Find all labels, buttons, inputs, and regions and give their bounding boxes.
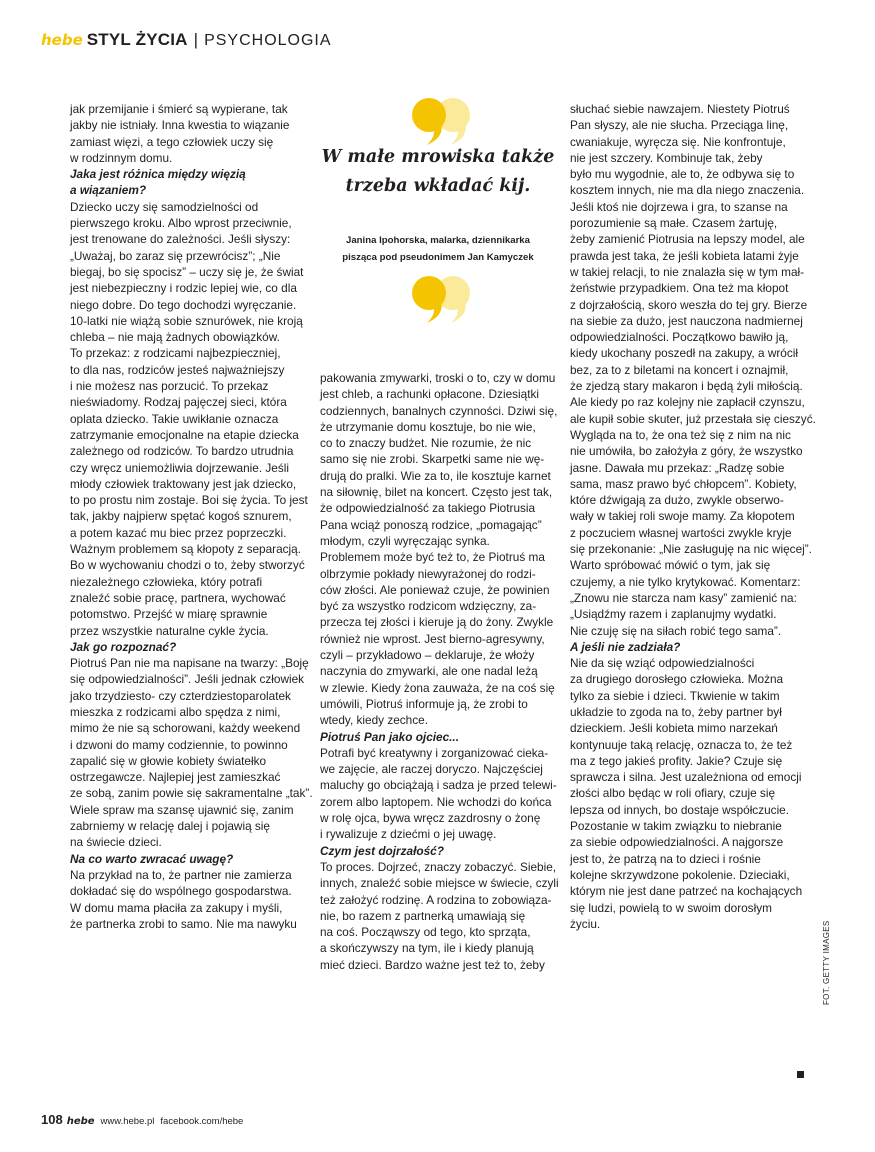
text-line: Jak go rozpoznać?	[70, 639, 177, 654]
text-line: Potrafi być kreatywny i zorganizować cieka-	[320, 745, 549, 760]
text-line: zorem albo laptopem. Nie wchodzi do końca	[320, 794, 552, 809]
text-line: prawda jest taka, że jeśli kobieta latami żyje	[570, 248, 799, 263]
text-line: że utrzymanie domu kosztuje, bo nie wie,	[320, 419, 536, 434]
text-line: dokładać się do wspólnego gospodarstwa.	[70, 884, 292, 899]
text-line: czyli – przykładowo – deklaruje, że włoży	[320, 648, 535, 663]
text-line: że odpowiedzialność za takiego Piotrusia	[320, 501, 536, 516]
pull-quote-line-1: W małe mrowiska także	[321, 147, 555, 167]
text-line: na coś. Począwszy od tego, kto sprząta,	[320, 925, 531, 940]
text-line: ale kupił sobie skuter, już przestała się cieszyć.	[570, 411, 816, 426]
text-line: nieświadomy. Rodzaj pajęczej sieci, która	[70, 395, 287, 410]
text-line: zapalić się w głowie kobiety światełko	[70, 753, 267, 768]
end-of-article-mark	[797, 1071, 804, 1078]
quote-marks-bottom-icon	[405, 275, 475, 325]
text-line: za drugiego dorosłego człowieka. Można	[570, 672, 784, 687]
text-line: jest to, że patrzą na to dzieci i rośnie	[570, 851, 761, 866]
body-paragraph	[570, 655, 815, 932]
text-line: Problemem może być też to, że Piotruś ma	[320, 550, 545, 565]
text-line: jako trzydziesto- czy czterdziestoparolatek	[70, 688, 291, 703]
text-line: „Znowu nie starcza nam kasy” zamienić na:	[570, 590, 797, 605]
text-line: się odpowiedzialności”. Jeśli jednak człowiek	[70, 672, 305, 687]
text-line: którym nie jest dane patrzeć na kochających	[570, 884, 803, 899]
text-line: bez, za to z biletami na koncert i oznajmił,	[570, 362, 789, 377]
text-line: niego dobre. Do tego dochodzi wyręczanie.	[70, 297, 297, 312]
text-line: Pozostanie w takim związku to niebranie	[570, 819, 782, 834]
body-paragraph	[320, 370, 565, 729]
text-line: jakby nie istniały. Inna kwestia to wiązanie	[70, 118, 290, 133]
text-line: złości albo będąc w roli ofiary, czuje się	[570, 786, 776, 801]
text-line: Nie czuję się na siłach robić tego sama”.	[570, 623, 782, 638]
text-line: tak, jakby najpierw spętać kogoś sznurem,	[70, 509, 292, 524]
pull-quote	[318, 143, 558, 201]
text-line: chleba – nie mają żadnych obowiązków.	[70, 330, 280, 345]
text-line: biegaj, bo się spocisz” – uczy się je, że świat	[70, 264, 304, 279]
text-line: w rodzinnym domu.	[70, 150, 173, 165]
text-line: ców złości. Ale ponieważ czuje, że powinien	[320, 582, 550, 597]
body-paragraph	[70, 199, 315, 639]
text-line: sama, masz prawo być chłopcem”. Kobiety,	[570, 476, 797, 491]
text-line: jest niebezpieczny i rodzic lepiej wie, co dla	[70, 281, 297, 296]
text-line: Bo w wychowaniu chodzi o to, żeby stworzyć	[70, 558, 305, 573]
text-line: mimo że nie są schorowani, każdy weekend	[70, 721, 301, 736]
facebook-link[interactable]: facebook.com/hebe	[160, 1116, 244, 1127]
interview-question	[570, 639, 815, 655]
text-line: W domu mama płaciła za zakupy i myśli,	[70, 900, 283, 915]
text-line: też założyć rodzinę. A rodzina to zobowiąza-	[320, 892, 552, 907]
text-line: znaleźć sobie pracę, partnera, wychować	[70, 590, 286, 605]
text-line: naczynia do zmywarki, ale one nadal leżą	[320, 664, 538, 679]
text-line: „Usiądźmy razem i zaplanujmy wydatki.	[570, 607, 777, 622]
text-line: kosztem innych, nie ma dla niego znaczenia.	[570, 183, 805, 198]
text-line: dzieckiem. Jeśli kobieta mimo narzekań	[570, 721, 778, 736]
text-line: Nie da się wziąć odpowiedzialności	[570, 656, 755, 671]
text-line: kolejne skrzywdzone pokolenie. Dzieciaki,	[570, 867, 790, 882]
text-line: się przekonanie: „Nie zasługuję na nic więcej”.	[570, 542, 812, 557]
text-line: w zlewie. Kiedy żona zauważa, że na coś się	[320, 680, 555, 695]
text-line: kiedy ukochany poszedł na zakupy, a wrócił	[570, 346, 798, 361]
text-line: że zjedzą stary makaron i będą żyli miłością.	[570, 379, 803, 394]
text-line: samo się nie zrobi. Skarpetki same nie wę-	[320, 452, 545, 467]
text-line: ze sobą, zanim powie się sakramentalne „tak”.	[70, 786, 313, 801]
text-line: i nie możesz nas porzucić. To przekaz	[70, 379, 269, 394]
text-line: się ludzi, powielą to w swoim dorosłym	[570, 900, 772, 915]
text-line: i rywalizuje z dziećmi o jej uwagę.	[320, 827, 497, 842]
text-line: zatrzymanie emocjonalne na etapie dziecka	[70, 427, 299, 442]
text-line: To proces. Dojrzeć, znaczy zobaczyć. Siebie,	[320, 859, 557, 874]
text-line: wały w takiej roli swoje mamy. Za kłopotem	[570, 509, 795, 524]
text-line: jasne. Dawała mu przekaz: „Radzę sobie	[570, 460, 785, 475]
text-line: że partnerka zrobi to samo. Nie ma nawyku	[70, 916, 297, 931]
text-line: sprawcza i silna. Jest uzależniona od emocji	[570, 770, 802, 785]
text-line: zamiast więzi, a tego człowiek uczy się	[70, 134, 274, 149]
text-line: lepsza od innych, bo dostaje współczucie.	[570, 802, 790, 817]
interview-question	[320, 729, 565, 745]
text-line: Dziecko uczy się samodzielności od	[70, 199, 259, 214]
body-paragraph	[70, 101, 315, 166]
interview-question	[70, 166, 315, 199]
quote-author-line-1: Janina Ipohorska, malarka, dziennikarka	[346, 235, 530, 246]
interview-question	[320, 843, 565, 859]
text-line: maluchy go obciążają i sadza je przed telewi-	[320, 778, 557, 793]
brand-logo: hebe	[41, 31, 83, 49]
text-line: A jeśli nie zadziała?	[570, 639, 681, 654]
text-line: jak przemijanie i śmierć są wypierane, tak	[70, 102, 288, 116]
text-line: układzie to zgoda na to, żeby partner był	[570, 704, 782, 719]
article-column-1	[70, 101, 315, 932]
yellow-quote-mark	[412, 276, 446, 323]
text-line: ma z tego jakieś profity. Jakie? Czuje się	[570, 753, 783, 768]
quote-author	[318, 232, 558, 266]
text-line: żeby zamienić Piotrusia na lepszy model, ale	[570, 232, 805, 247]
body-paragraph	[570, 101, 815, 639]
text-line: mieszka z rodzicami albo spędza z nimi,	[70, 704, 281, 719]
text-line: które dźwigają za dużo, zwykle obserwo-	[570, 493, 784, 508]
text-line: również nie wprost. Jest bierno-agresywny,	[320, 631, 545, 646]
text-line: innych, znaleźć sobie miejsce w świecie, czyli	[320, 876, 559, 891]
body-paragraph	[320, 745, 565, 843]
text-line: kontynuuje taką relację, oznacza to, że też	[570, 737, 793, 752]
text-line: porozumienie są małe. Czasem żartuję,	[570, 216, 778, 231]
text-line: jest chleb, a rachunki opłacone. Dziesiątki	[320, 387, 540, 402]
text-line: z poczuciem własnej wartości zwykle kryje	[570, 525, 792, 540]
text-line: Pan słyszy, ale nie słucha. Przeciąga linę,	[570, 118, 789, 133]
text-line: zależnego od rodziców. To bardzo utrudnia	[70, 444, 294, 459]
quote-author-line-2: pisząca pod pseudonimem Jan Kamyczek	[342, 252, 534, 263]
text-line: wtedy, kiedy zechce.	[320, 713, 428, 728]
text-line: co to znaczy budżet. Nie rozumie, że nic	[320, 436, 532, 451]
page-footer	[41, 1112, 249, 1127]
text-line: drują do pralki. Wie za to, ile kosztuje karnet	[320, 468, 551, 483]
text-line: Pana wciąż ponoszą rodzice, „pomagając”	[320, 517, 542, 532]
text-line: Na co warto zwracać uwagę?	[70, 851, 234, 866]
subsection-title: PSYCHOLOGIA	[204, 32, 332, 49]
text-line: odpowiedzialności. Początkowo bawiło ją,	[570, 330, 789, 345]
text-line: być za wszystko rodzicom wdzięczny, za-	[320, 599, 537, 614]
text-line: młodym, czyli wyręczając synka.	[320, 533, 490, 548]
photo-credit: FOT. GETTY IMAGES	[822, 920, 831, 1005]
body-paragraph	[320, 859, 565, 973]
text-line: było mu wygodnie, ale to, że odbywa się to	[570, 167, 795, 182]
text-line: Warto spróbować mówić o tym, jak się	[570, 558, 771, 573]
text-line: pakowania zmywarki, troski o to, czy w domu	[320, 371, 556, 385]
text-line: pierwszego kroku. Albo wprost przeciwnie,	[70, 216, 292, 231]
page-number: 108	[41, 1112, 63, 1127]
text-line: ostrzegawcze. Najlepiej jest zamieszkać	[70, 770, 281, 785]
text-line: we zajęcie, ale raczej doryczo. Najczęściej	[320, 762, 543, 777]
text-line: Piotruś Pan jako ojciec...	[320, 729, 459, 744]
text-line: Ważnym problemem są kłopoty z separacją.	[70, 542, 302, 557]
running-header	[41, 30, 332, 52]
text-line: Czym jest dojrzałość?	[320, 843, 444, 858]
footer-brand: hebe	[66, 1116, 95, 1127]
text-line: nie jest szczery. Kombinuje tak, żeby	[570, 150, 763, 165]
text-line: to po prostu nim zostaje. Boi się życia. To jest	[70, 493, 308, 508]
text-line: Wiele spraw ma szansę ujawnić się, zanim	[70, 802, 294, 817]
text-line: to dla nas, rodziców jesteś najważniejszy	[70, 362, 285, 377]
text-line: cwaniakuje, wyręcza się. Nie konfrontuje,	[570, 134, 786, 149]
section-title: STYL ŻYCIA	[86, 30, 188, 49]
text-line: nie, bo razem z partnerką umawiają się	[320, 908, 526, 923]
text-line: To przekaz: z rodzicami najbezpieczniej,	[70, 346, 281, 361]
text-line: na siebie za dużo, jest nauczona nadmiernej	[570, 313, 803, 328]
article-column-3	[570, 101, 815, 932]
text-line: 10-latki nie wiążą sobie sznurówek, nie kroją	[70, 313, 303, 328]
text-line: Piotruś Pan nie ma napisane na twarzy: „Boję	[70, 656, 309, 671]
text-line: w takiej relacji, to nie znalazła się w tym mał-	[570, 264, 805, 279]
text-line: życiu.	[570, 916, 601, 931]
text-line: codziennych, banalnych czynności. Dziwi się,	[320, 403, 558, 418]
text-line: umówili, Piotruś informuje ją, że zrobi to	[320, 696, 528, 711]
text-line: w rolę ojca, bywa wręcz zazdrosny o żonę	[320, 811, 541, 826]
text-line: a wiązaniem?	[70, 183, 147, 198]
text-line: Ale kiedy po raz kolejny nie zapłacił czynszu,	[570, 395, 805, 410]
text-line: na siłownię, bilet na koncert. Często jest tak,	[320, 485, 553, 500]
text-line: zabrniemy w relację dalej i pojawią się	[70, 819, 270, 834]
text-line: a skończywszy na tym, ile i kiedy planują	[320, 941, 534, 956]
pull-quote-line-2: trzeba wkładać kij.	[345, 176, 531, 196]
text-line: na świecie dzieci.	[70, 835, 162, 850]
text-line: potomstwo. Przejść w miarę sprawnie	[70, 607, 268, 622]
text-line: z dojrzałością, skoro weszła do tej gry. Bierze	[570, 297, 808, 312]
article-column-2	[320, 370, 565, 973]
quote-marks-top-icon	[405, 97, 475, 147]
text-line: Wygląda na to, że ona też się z nim na nic	[570, 427, 791, 442]
text-line: czujemy, a nie tylko krytykować. Komentarz:	[570, 574, 801, 589]
text-line: Jaka jest różnica między więzią	[70, 167, 246, 182]
interview-question	[70, 639, 315, 655]
website-link[interactable]: www.hebe.pl	[100, 1116, 155, 1127]
text-line: jest trenowane do zależności. Jeśli słyszy:	[70, 232, 291, 247]
text-line: żeństwie przypadkiem. Ona też ma kłopot	[570, 281, 789, 296]
header-separator: |	[193, 30, 199, 49]
text-line: przez wszystkie naturalne cykle życia.	[70, 623, 269, 638]
text-line: Jeśli ktoś nie dojrzewa i gra, to szanse na	[570, 199, 788, 214]
text-line: nie umówiła, bo założyła z góry, że wszystko	[570, 444, 803, 459]
text-line: mieć dzieci. Bardzo ważne jest też to, żeby	[320, 957, 545, 972]
text-line: czy wręcz uniemożliwia dojrzewanie. Jeśli	[70, 460, 289, 475]
text-line: słuchać siebie nawzajem. Niestety Piotruś	[570, 102, 790, 116]
interview-question	[70, 851, 315, 867]
text-line: niezależnego człowieka, który potrafi	[70, 574, 263, 589]
yellow-quote-mark	[412, 98, 446, 145]
body-paragraph	[70, 655, 315, 851]
body-paragraph	[70, 867, 315, 932]
text-line: młody człowiek traktowany jest jak dziecko,	[70, 476, 297, 491]
text-line: za siebie odpowiedzialności. A najgorsze	[570, 835, 784, 850]
text-line: olbrzymie pokłady niewyrażonej do rodzi-	[320, 566, 536, 581]
text-line: a potem kazać mu biec przez poprzeczki.	[70, 525, 287, 540]
text-line: Na przykład na to, że partner nie zamierza	[70, 867, 292, 882]
text-line: tylko za siebie i dzieci. Tkwienie w takim	[570, 688, 780, 703]
text-line: oplata dziecko. Takie uwikłanie oznacza	[70, 411, 279, 426]
text-line: „Uważaj, bo zaraz się przewrócisz”; „Nie	[70, 248, 281, 263]
text-line: i dzwoni do mamy codziennie, to powinno	[70, 737, 288, 752]
text-line: przecza tej złości i kieruje ją do żony. Zwykle	[320, 615, 554, 630]
